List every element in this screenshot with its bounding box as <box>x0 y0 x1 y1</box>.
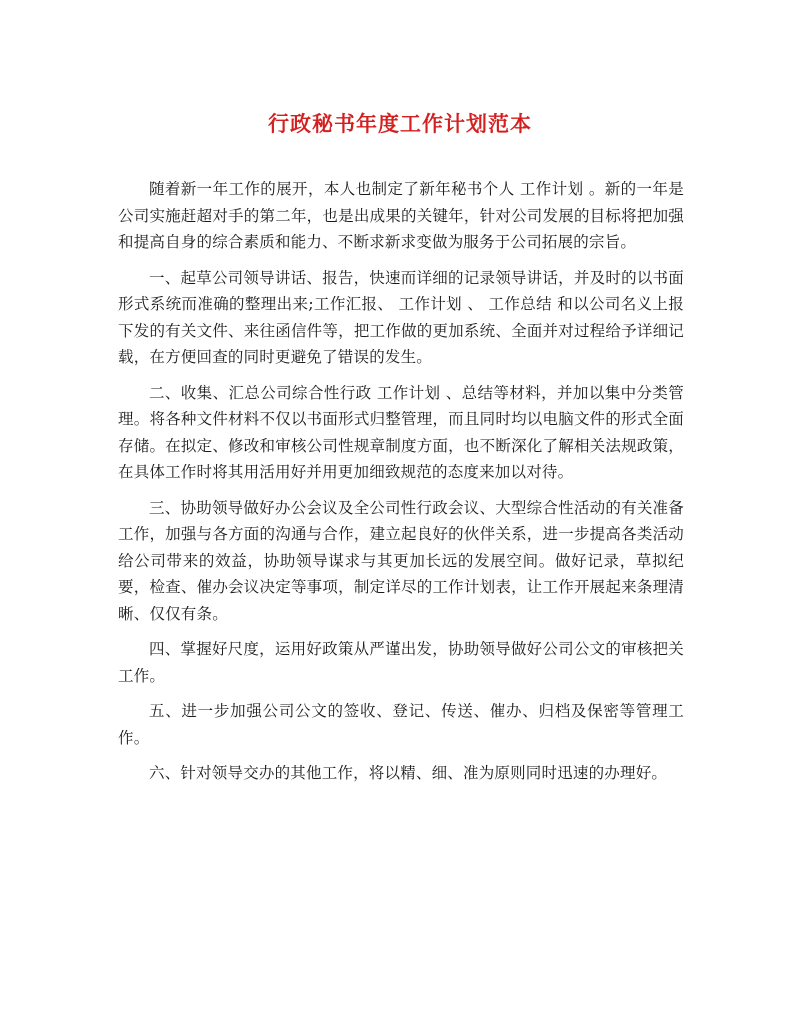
document-title: 行政秘书年度工作计划范本 <box>268 111 532 136</box>
paragraph-item-6: 六、针对领导交办的其他工作，将以精、细、准为原则同时迅速的办理好。 <box>149 764 668 782</box>
paragraph-intro: 随着新一年工作的展开，本人也制定了新年秘书个人 工作计划 。新的一年是公司实施赶超对手的第二年，也是出成果的关键年，针对公司发展的目标将把加强和提高自身的综合素质和能力、不断求新求变做为服务于公司拓展的宗旨。 <box>118 180 684 251</box>
paragraph-item-4: 四、掌握好尺度，运用好政策从严谨出发，协助领导做好公司公文的审核把关工作。 <box>118 640 684 685</box>
paragraph-item-5: 五、进一步加强公司公文的签收、登记、传送、催办、归档及保密等管理工作。 <box>118 702 684 747</box>
paragraph-item-2: 二、收集、汇总公司综合性行政 工作计划 、总结等材料，并加以集中分类管理。将各种文件材料不仅以书面形式归整管理，而且同时均以电脑文件的形式全面存储。在拟定、修改和审核公司性规章制度方面，也不断深化了解相关法规政策，在具体工作时将其用活用好并用更加细致规范的态度来加以对待。 <box>118 383 684 481</box>
paragraph-item-1: 一、起草公司领导讲话、报告，快速而详细的记录领导讲话，并及时的以书面形式系统而准确的整理出来;工作汇报、 工作计划 、 工作总结 和以公司名义上报下发的有关文件、来往函信件等，把工作做的更加系统、全面并对过程给予详细记载，在方便回查的同时更避免了错误的发生。 <box>118 268 684 366</box>
paragraph-item-3: 三、协助领导做好办公会议及全公司性行政会议、大型综合性活动的有关准备工作，加强与各方面的沟通与合作，建立起良好的伙伴关系，进一步提高各类活动给公司带来的效益，协助领导谋求与其更加长远的发展空间。做好记录，草拟纪要，检查、催办会议决定等事项，制定详尽的工作计划表，让工作开展起来条理清晰、仅仅有条。 <box>118 498 684 623</box>
document-body <box>118 176 684 796</box>
